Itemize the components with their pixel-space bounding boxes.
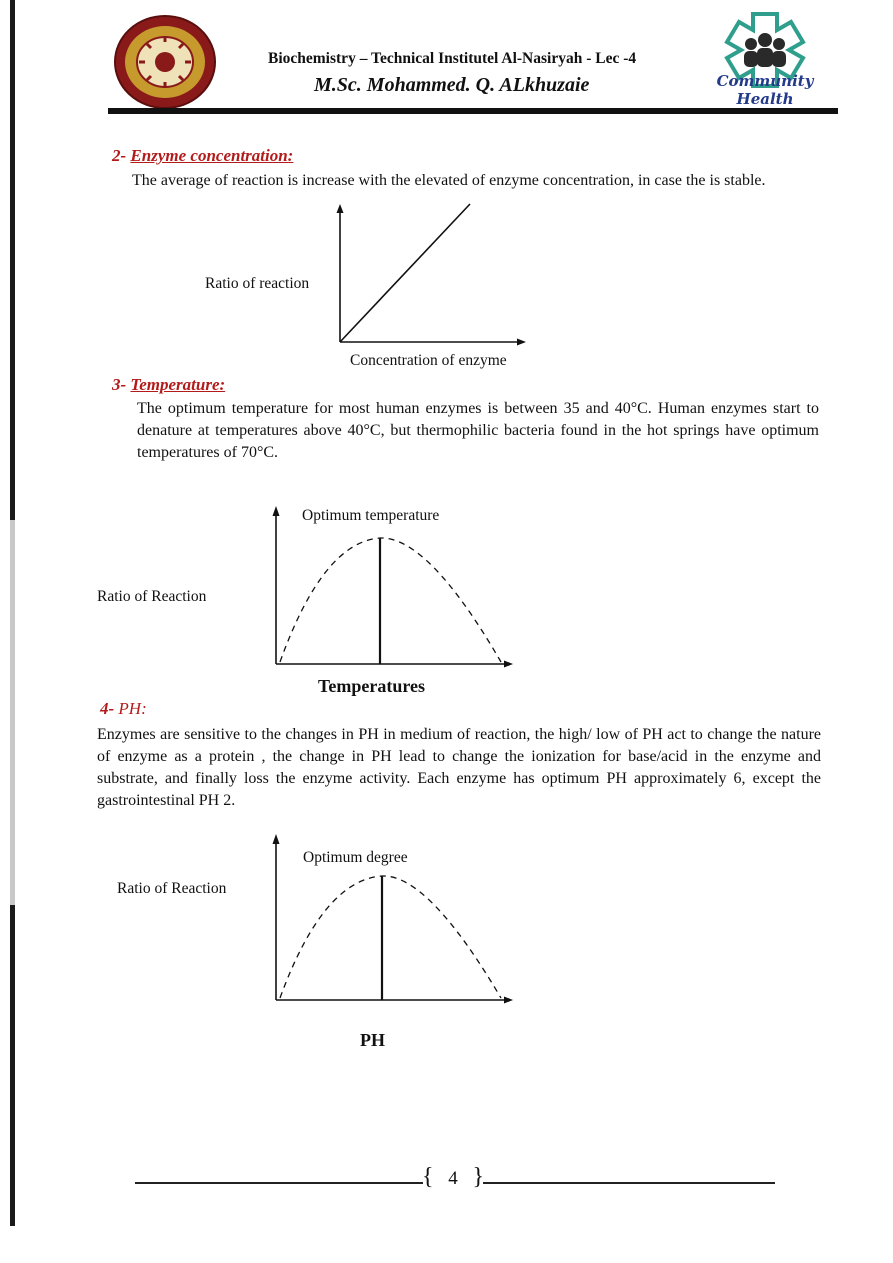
y-axis-arrow-icon	[273, 834, 280, 844]
enzyme-y-label: Ratio of reaction	[205, 275, 310, 292]
page-number	[418, 1164, 488, 1191]
section-number: 3-	[112, 375, 127, 394]
left-page-border-light	[10, 520, 15, 905]
brace-left-icon: {	[421, 1164, 434, 1190]
course-header: Biochemistry – Technical Institutel Al-Nasiryah - Lec -4	[268, 50, 637, 67]
section-number: 2-	[112, 146, 127, 165]
bell-curve	[280, 876, 501, 998]
ph-peak-label: Optimum degree	[303, 849, 408, 866]
header-rule	[108, 108, 838, 114]
ph-paragraph: Enzymes are sensitive to the changes in PH in medium of reaction, the high/ low of PH act to change the nature of enzyme as a protein , the change in PH lead to change the ionization for base/acid in the enzyme and substrate, and finally loss the enzyme activity. Each enzyme has optimum PH approximately 6, except the gastrointestinal PH 2.	[97, 726, 821, 809]
linear-rate-line	[340, 204, 470, 342]
brace-right-icon: }	[472, 1164, 485, 1190]
author-name: M.Sc. Mohammed. Q. ALkhuzaie	[314, 74, 590, 96]
temperature-x-label: Temperatures	[318, 676, 425, 696]
x-axis-arrow-icon	[504, 997, 513, 1004]
section-heading-enzyme	[112, 146, 293, 166]
section-title: Enzyme concentration:	[130, 146, 294, 165]
page-number-value: 4	[448, 1168, 458, 1189]
enzyme-x-label: Concentration of enzyme	[350, 352, 507, 369]
ph-y-label: Ratio of Reaction	[117, 880, 227, 897]
y-axis-arrow-icon	[273, 506, 280, 516]
temperature-y-label: Ratio of Reaction	[97, 588, 207, 605]
community-health-text: Community Health	[716, 72, 814, 108]
footer-line-left	[135, 1182, 423, 1184]
enzyme-paragraph: The average of reaction is increase with the elevated of enzyme concentration, in case the is stable.	[132, 172, 766, 189]
enzyme-concentration-graph	[330, 200, 530, 350]
temperature-peak-label: Optimum temperature	[302, 507, 440, 524]
x-axis-arrow-icon	[504, 661, 513, 668]
temperature-graph	[268, 504, 518, 672]
section-heading-ph	[100, 699, 147, 719]
ph-x-label: PH	[360, 1030, 385, 1050]
section-number: 4-	[100, 699, 115, 718]
institute-seal-icon	[110, 12, 220, 112]
temperature-paragraph: The optimum temperature for most human enzymes is between 35 and 40°C. Human enzymes start to denature at temperatures above 40°C, but thermophilic bacteria found in the hot springs have optimum temperatures of 70°C.	[137, 400, 819, 461]
x-axis-arrow-icon	[517, 339, 526, 346]
section-heading-temperature	[112, 375, 225, 395]
community-health-logo	[695, 10, 835, 108]
section-title: Temperature:	[130, 375, 226, 394]
section-title: PH:	[118, 699, 147, 718]
bell-curve	[280, 538, 501, 662]
footer-line-right	[483, 1182, 775, 1184]
y-axis-arrow-icon	[337, 204, 344, 213]
